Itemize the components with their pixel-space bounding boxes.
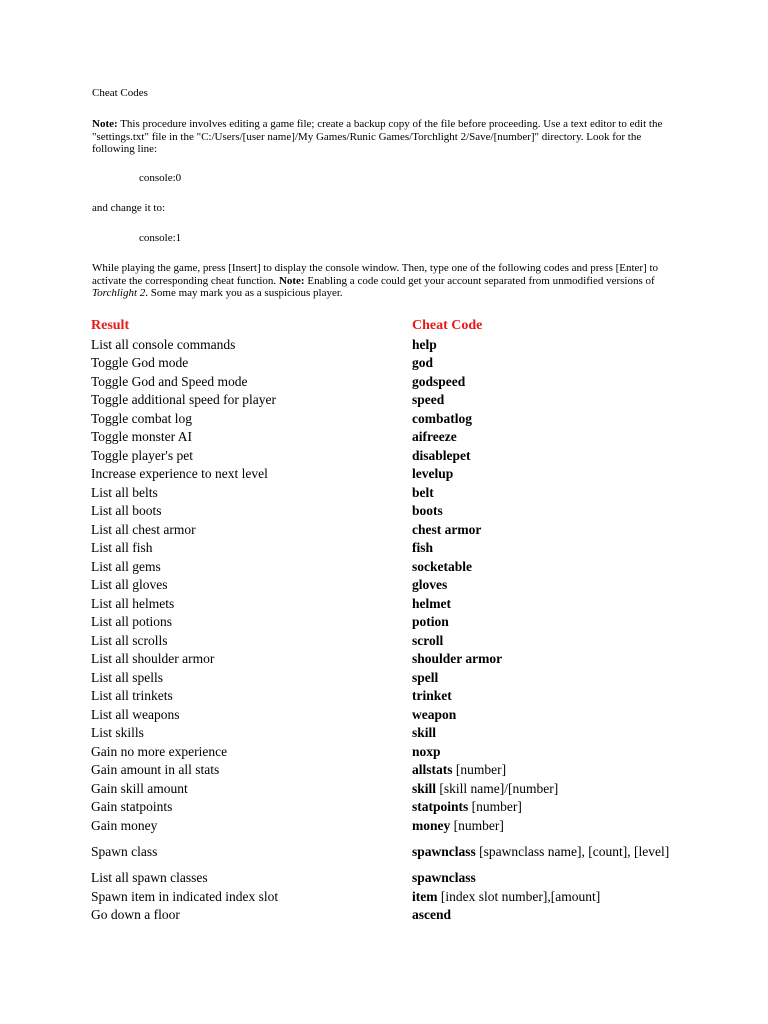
cheat-code: helmet [412, 595, 451, 611]
table-row [89, 594, 674, 613]
result-cell: List all gems [91, 558, 161, 574]
cheat-code-cell [410, 631, 674, 650]
table-row [89, 428, 674, 447]
cheat-code-cell [410, 354, 674, 373]
table-row [89, 742, 674, 761]
cheat-code-cell [410, 576, 674, 595]
cheat-table [89, 316, 674, 924]
result-cell: Toggle God mode [91, 355, 189, 371]
table-row [89, 798, 674, 817]
cheat-code-cell [410, 668, 674, 687]
result-cell: List all helmets [91, 595, 175, 611]
result-cell: Gain money [91, 817, 158, 833]
cheat-code: spawnclass [412, 844, 476, 859]
usage-paragraph [92, 262, 672, 300]
table-row [89, 887, 674, 906]
result-cell: Spawn class [91, 844, 158, 859]
cheat-code: spell [412, 669, 439, 685]
cheat-code: speed [412, 392, 445, 408]
doc-title: Cheat Codes [92, 87, 148, 99]
table-row [89, 779, 674, 798]
cheat-code: money [412, 817, 451, 833]
usage-text-c: . Some may mark you as a suspicious player. [145, 287, 343, 299]
result-cell: List skills [91, 725, 144, 741]
cheat-code-cell [410, 906, 674, 925]
table-row [89, 354, 674, 373]
table-row [89, 668, 674, 687]
result-cell: List all shoulder armor [91, 651, 215, 667]
cheat-code: item [412, 888, 438, 904]
cheat-code-cell [410, 594, 674, 613]
result-cell: Toggle additional speed for player [91, 392, 276, 408]
cheat-code: godspeed [412, 373, 466, 389]
cheat-code-args: [number] [450, 817, 504, 833]
note-label: Note: [92, 118, 118, 130]
result-cell: Go down a floor [91, 907, 180, 923]
table-row [89, 372, 674, 391]
table-row [89, 557, 674, 576]
result-cell: List all spawn classes [91, 870, 208, 886]
result-cell: Toggle player's pet [91, 447, 193, 463]
cheat-code-cell [410, 335, 674, 354]
cheat-code: belt [412, 484, 434, 500]
cheat-code: help [412, 336, 437, 352]
cheat-code: trinket [412, 688, 452, 704]
result-cell: Toggle monster AI [91, 429, 193, 445]
cheat-code: shoulder armor [412, 651, 503, 667]
game-title: Torchlight 2 [92, 287, 146, 299]
usage-text-a: While playing the game, press [Insert] to display the console window. Then, type one of the following codes and press [Enter] to activate the corresponding cheat function. [92, 262, 659, 287]
table-row [89, 539, 674, 558]
cheat-code-args: [number] [452, 762, 507, 778]
result-cell: Gain skill amount [91, 780, 188, 796]
result-cell: Spawn item in indicated index slot [91, 888, 279, 904]
cheat-code-cell [410, 446, 674, 465]
cheat-code-cell [410, 650, 674, 669]
result-cell: List all potions [91, 614, 172, 630]
table-row [89, 724, 674, 743]
cheat-code: noxp [412, 743, 441, 759]
cheat-code: aifreeze [412, 429, 457, 445]
cheat-code: scroll [412, 632, 444, 648]
cheat-code-cell [410, 502, 674, 521]
cheat-code: spawnclass [412, 870, 476, 886]
result-cell: List all gloves [91, 577, 168, 593]
result-cell: Toggle combat log [91, 410, 193, 426]
note-text: This procedure involves editing a game file; create a backup copy of the file before proceeding. Use a text editor to edit the "settings.txt" file in the "C:/Users/[user name]/My Games/Runic Games/Torchlight 2/Save/[number]" directory. Look for the following line: [92, 118, 663, 155]
cheat-code-args: [spawnclass name], [count], [level] [475, 844, 670, 859]
cheat-code-column-header: Cheat Code [412, 317, 483, 333]
cheat-code-cell [410, 557, 674, 576]
table-row [89, 906, 674, 925]
intro-note [92, 118, 672, 156]
cheat-code-args: [number] [468, 799, 522, 815]
usage-note-label: Note: [278, 274, 305, 287]
cheat-code: skill [412, 725, 437, 741]
change-text: and change it to: [92, 202, 166, 214]
table-row [89, 835, 674, 869]
cheat-code-cell [410, 724, 674, 743]
table-row [89, 761, 674, 780]
cheat-code-cell [410, 742, 674, 761]
result-cell: List all weapons [91, 706, 180, 722]
result-cell: List all spells [91, 669, 163, 685]
cheat-code-cell [410, 613, 674, 632]
cheat-code: levelup [412, 466, 454, 482]
table-row [89, 483, 674, 502]
console-off-line: console:0 [139, 172, 182, 184]
cheat-code: fish [412, 540, 434, 556]
cheat-code-cell [410, 520, 674, 539]
table-row [89, 687, 674, 706]
table-row [89, 650, 674, 669]
table-row [89, 335, 674, 354]
table-row [89, 705, 674, 724]
result-cell: Gain amount in all stats [91, 762, 220, 778]
result-column-header: Result [91, 317, 130, 333]
cheat-code-cell [410, 887, 674, 906]
cheat-code-cell [410, 372, 674, 391]
cheat-code-cell [410, 869, 674, 888]
table-row [89, 446, 674, 465]
table-row [89, 465, 674, 484]
cheat-code-cell [410, 483, 674, 502]
cheat-table-body [89, 335, 674, 924]
result-cell: Increase experience to next level [91, 466, 268, 482]
table-row [89, 502, 674, 521]
result-cell: List all scrolls [91, 632, 168, 648]
cheat-code: socketable [412, 558, 472, 574]
cheat-code-cell [410, 428, 674, 447]
result-cell: List all console commands [91, 336, 236, 352]
table-row [89, 631, 674, 650]
table-row [89, 816, 674, 835]
result-cell: Toggle God and Speed mode [91, 373, 248, 389]
cheat-code-cell [410, 409, 674, 428]
cheat-code: combatlog [412, 410, 472, 426]
table-row [89, 576, 674, 595]
table-header-row [89, 316, 674, 335]
cheat-code: statpoints [412, 799, 469, 815]
cheat-code-cell [410, 465, 674, 484]
table-row [89, 391, 674, 410]
cheat-code-cell [410, 798, 674, 817]
cheat-code-cell [410, 705, 674, 724]
result-cell: List all boots [91, 503, 162, 519]
result-cell: List all fish [91, 540, 153, 556]
cheat-code-cell [410, 835, 674, 869]
table-row [89, 520, 674, 539]
cheat-code: weapon [412, 706, 457, 722]
cheat-code-cell [410, 391, 674, 410]
cheat-code: skill [412, 780, 437, 796]
cheat-code: disablepet [412, 447, 471, 463]
cheat-code: chest armor [412, 521, 482, 537]
cheat-code: gloves [412, 577, 448, 593]
cheat-code: potion [412, 614, 449, 630]
table-row [89, 869, 674, 888]
console-on-line: console:1 [139, 232, 182, 244]
cheat-code: god [412, 355, 434, 371]
cheat-code-cell [410, 761, 674, 780]
result-cell: List all belts [91, 484, 158, 500]
usage-text-b: Enabling a code could get your account separated from unmodified versions of [304, 274, 655, 287]
cheat-code: boots [412, 503, 443, 519]
table-row [89, 613, 674, 632]
cheat-code: allstats [412, 762, 453, 778]
result-cell: List all trinkets [91, 688, 173, 704]
cheat-code-cell [410, 779, 674, 798]
cheat-code-cell [410, 816, 674, 835]
result-cell: Gain no more experience [91, 743, 228, 759]
cheat-code: ascend [412, 907, 452, 923]
cheat-code-cell [410, 539, 674, 558]
result-cell: List all chest armor [91, 521, 196, 537]
cheat-code-cell [410, 687, 674, 706]
result-cell: Gain statpoints [91, 799, 173, 815]
cheat-code-args: [skill name]/[number] [436, 780, 559, 796]
cheat-code-args: [index slot number],[amount] [437, 888, 601, 904]
table-row [89, 409, 674, 428]
